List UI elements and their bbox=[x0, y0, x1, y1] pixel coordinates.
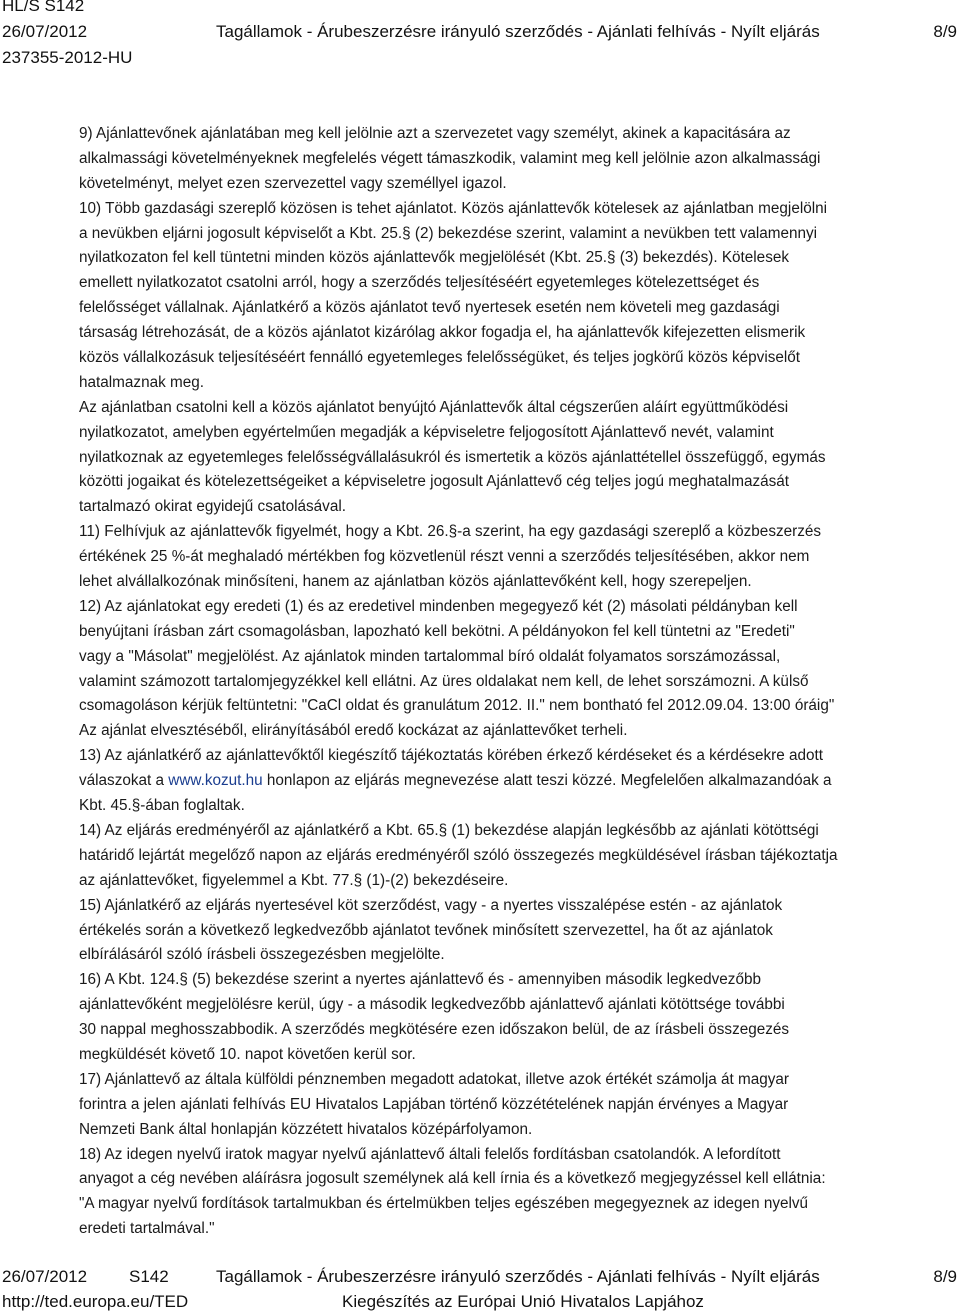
body-line: 30 nappal meghosszabbodik. A szerződés megkötésére ezen időszakon belül, de az írásbeli összegezés bbox=[79, 1021, 790, 1039]
body-line: 14) Az eljárás eredményéről az ajánlatkérő a Kbt. 65.§ (1) bekezdése alapján legkésőbb az ajánlati kötöttségi bbox=[79, 821, 819, 839]
body-line: nyilatkozaton fel kell tüntetni minden közös ajánlattevők megjelölését (Kbt. 25.§ (3) bekezdés). Kötelesek bbox=[79, 249, 789, 267]
body-line: 9) Ajánlattevőnek ajánlatában meg kell jelölnie azt a szervezetet vagy személyt, akinek a kapacitására az bbox=[79, 125, 791, 142]
body-line: Az ajánlatban csatolni kell a közös ajánlatot benyújtó Ajánlattevők által cégszerűen aláírt együttműködési bbox=[79, 398, 789, 416]
footer-page-number: 8/9 bbox=[933, 1267, 957, 1286]
body-line: 18) Az idegen nyelvű iratok magyar nyelvű ajánlattevő általi felelős fordításban csatolandók. A lefordított bbox=[79, 1145, 781, 1163]
footer-supplement: Kiegészítés az Európai Unió Hivatalos Lapjához bbox=[342, 1292, 704, 1311]
body-line: eredeti tartalmával." bbox=[79, 1220, 215, 1238]
body-line: társaság létrehozását, de a közös ajánlatot kizárólag akkor fogadja el, ha ajánlattevők kifejezetten elismerik bbox=[79, 324, 806, 342]
header-date: 26/07/2012 bbox=[2, 22, 88, 41]
body-line: lehet alvállalkozónak minősíteni, hanem az ajánlatban közös ajánlattevőként kell, hogy szerepeljen. bbox=[79, 573, 752, 591]
body-line: forintra a jelen ajánlati felhívás EU Hivatalos Lapjában történő közzétételének napján érvényes a Magyar bbox=[79, 1095, 789, 1113]
body-line: alkalmassági követelményeknek megfelelés végett támaszkodik, valamint meg kell jelölnie azon alkalmassági bbox=[79, 149, 821, 167]
body-line: Nemzeti Bank által honlapján közzétett hivatalos középárfolyamon. bbox=[79, 1120, 533, 1138]
body-line: 12) Az ajánlatokat egy eredeti (1) és az eredetivel mindenben megegyező két (2) másolati példányban kell bbox=[79, 597, 798, 615]
header-notice-id: 237355-2012-HU bbox=[2, 48, 133, 67]
body-line: 13) Az ajánlatkérő az ajánlattevőktől kiegészítő tájékoztatás körében érkező kérdéseket és a kérdésekre adott bbox=[79, 747, 824, 765]
body-line: nyilatkoznak az egyetemleges felelősségvállalásukról és ismertetik a közös ajánlattétellel összefüggő, egymás bbox=[79, 448, 826, 466]
body-line: emellett nyilatkozatot csatolni arról, hogy a szerződés teljesítéséért egyetemleges kötelezettséget és bbox=[79, 274, 760, 292]
body-line: 11) Felhívjuk az ajánlattevők figyelmét, hogy a Kbt. 26.§-a szerint, ha egy gazdasági szereplő a közbeszerzés bbox=[79, 523, 822, 541]
footer-title: Tagállamok - Árubeszerzésre irányuló szerződés - Ajánlati felhívás - Nyílt eljárás bbox=[216, 1267, 820, 1286]
footer-series: S142 bbox=[129, 1267, 169, 1286]
body-line: értékelés során a következő legkedvezőbb ajánlatot tevőnek minősített szervezettel, ha őt az ajánlatok bbox=[79, 921, 773, 939]
footer-url[interactable]: http://ted.europa.eu/TED bbox=[2, 1292, 189, 1311]
body-line: ajánlattevőként megjelölésre kerül, úgy - a második legkedvezőbb ajánlattevő ajánlati kötöttsége további bbox=[79, 996, 785, 1014]
kozut-website-link[interactable]: www.kozut.hu bbox=[168, 772, 263, 790]
body-line: követelményt, melyet ezen szervezettel vagy személlyel igazol. bbox=[79, 174, 507, 192]
document-body bbox=[79, 122, 959, 1242]
body-line: 16) A Kbt. 124.§ (5) bekezdése szerint a nyertes ajánlattevő és - amennyiben második legkedvezőbb bbox=[79, 971, 761, 989]
body-line: Kbt. 45.§-ában foglaltak. bbox=[79, 797, 245, 815]
body-line: közös vállalkozásuk teljesítéséért fennálló egyetemleges felelősségüket, és teljes jogkörű közös képviselőt bbox=[79, 349, 801, 367]
body-line: 10) Több gazdasági szereplő közösen is tehet ajánlatot. Közös ajánlattevők kötelesek az ajánlatban megjelölni bbox=[79, 199, 828, 217]
body-line: nyilatkozatot, amelyben egyértelműen megadják a képviseletre feljogosított Ajánlattevő nevét, valamint bbox=[79, 423, 774, 441]
body-line: csomagoláson kérjük feltüntetni: "CaCl oldat és granulátum 2012. II." nem bontható fel 2012.09.04. 13:00 óráig" bbox=[79, 697, 835, 715]
body-line: 15) Ajánlatkérő az eljárás nyertesével köt szerződést, vagy - a nyertes visszalépése estén - az ajánlatok bbox=[79, 896, 783, 914]
body-line-with-link bbox=[79, 769, 959, 794]
body-line: vagy a "Másolat" megjelölést. Az ajánlatok minden tartalommal bíró oldalát folyamatos sorszámozással, bbox=[79, 647, 781, 665]
body-line: az ajánlattevőket, figyelemmel a Kbt. 77.§ (1)-(2) bekezdéseire. bbox=[79, 871, 509, 889]
body-line: "A magyar nyelvű fordítások tartalmukban és értelmükben teljes egészében megegyeznek az idegen nyelvű bbox=[79, 1195, 809, 1213]
body-line: benyújtani írásban zárt csomagolásban, lapozható kell bekötni. A példányokon fel kell tüntetni az "Eredeti" bbox=[79, 622, 795, 640]
body-line: tartalmazó okirat egyidejű csatolásával. bbox=[79, 498, 346, 516]
body-line: közötti jogaikat és kötelezettségeiket a képviseletre jogosult Ajánlattevő cég teljes jogú meghatalmazását bbox=[79, 473, 790, 491]
body-line: 17) Ajánlattevő az általa külföldi pénznemben megadott adatokat, illetve azok értékét számolja át magyar bbox=[79, 1070, 790, 1088]
body-line: Az ajánlat elvesztéséből, elirányításából eredő kockázat az ajánlattevőket terheli. bbox=[79, 722, 628, 740]
body-line: hatalmaznak meg. bbox=[79, 373, 204, 391]
body-line: határidő lejártát megelőző napon az eljárás eredményéről szóló összegezés megküldésével írásban tájékoztatja bbox=[79, 846, 838, 864]
body-line: valamint számozott tartalomjegyzékkel kell ellátni. Az üres oldalakat nem kell, de lehet sorszámozni. A külső bbox=[79, 672, 809, 690]
footer-date: 26/07/2012 bbox=[2, 1267, 88, 1286]
body-line: a nevükben eljárni jogosult képviselőt a Kbt. 25.§ (2) bekezdése szerint, valamint a nevükben tett valamennyi bbox=[79, 224, 818, 242]
body-line: anyagot a cég nevében aláírásra jogosult személynek alá kell írnia és a következő megjegyzéssel kell ellátnia: bbox=[79, 1170, 826, 1188]
header-doc-code: HL/S S142 bbox=[2, 0, 85, 15]
body-line: értékének 25 %-át meghaladó mértékben fog közvetlenül részt venni a szerződés teljesítésében, akkor nem bbox=[79, 548, 810, 566]
body-line-text: válaszokat a bbox=[79, 772, 169, 790]
body-line: felelősséget vállalnak. Ajánlatkérő a közös ajánlatot tevő nyertesek esetén nem követeli meg gazdasági bbox=[79, 299, 780, 317]
header-page-number: 8/9 bbox=[933, 22, 957, 41]
body-line-text: honlapon az eljárás megnevezése alatt teszi közzé. Megfelelően alkalmazandóak a bbox=[262, 772, 832, 790]
body-line: elbírálásáról szóló írásbeli összegezésben megjelölte. bbox=[79, 946, 445, 964]
header-title: Tagállamok - Árubeszerzésre irányuló szerződés - Ajánlati felhívás - Nyílt eljárás bbox=[216, 22, 820, 41]
body-line: megküldését követő 10. napot követően kerül sor. bbox=[79, 1045, 416, 1063]
